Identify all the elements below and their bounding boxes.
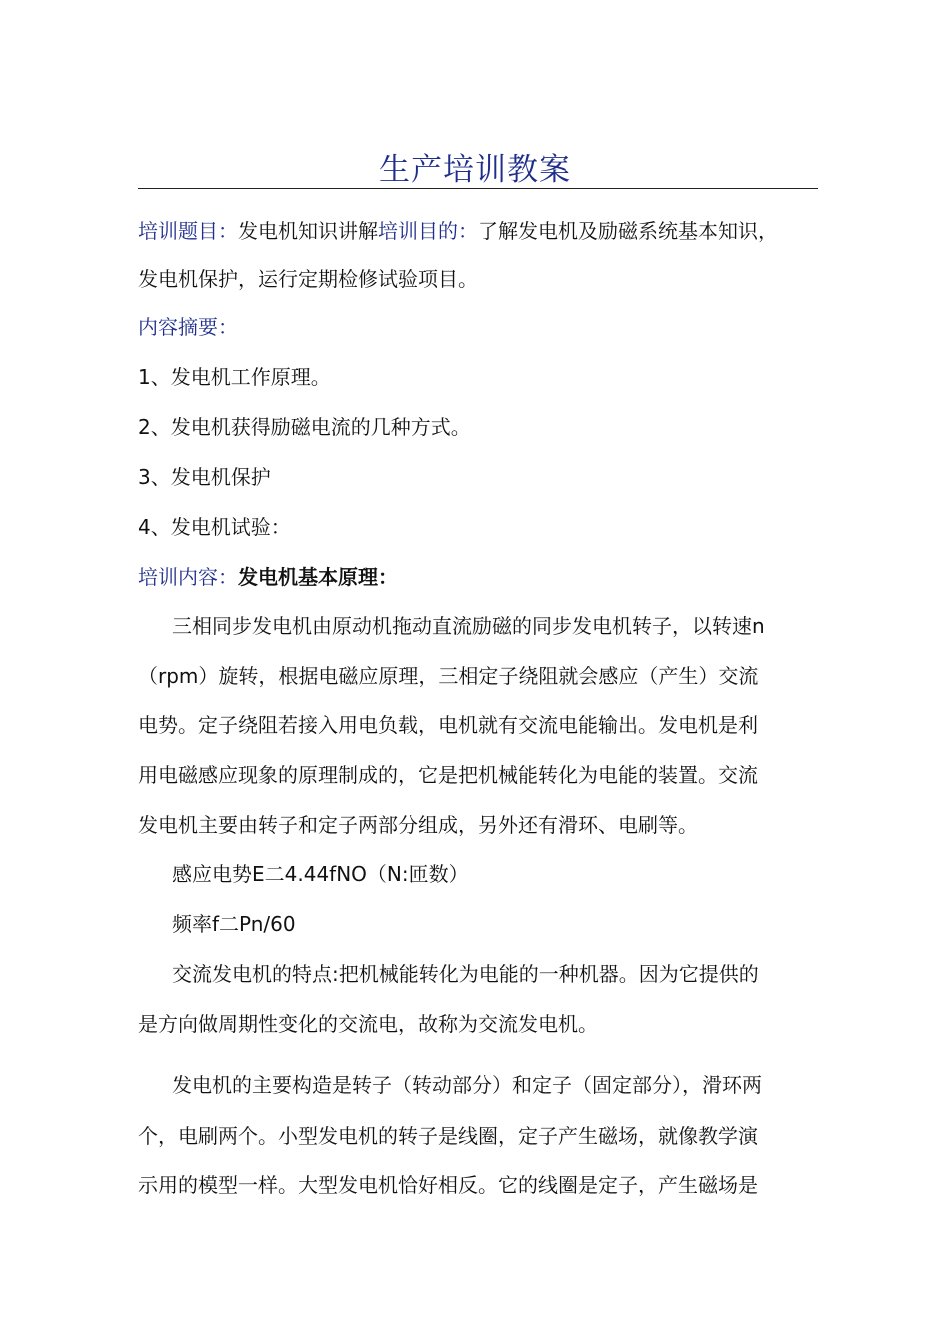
page-title: 生产培训教案 (379, 152, 571, 188)
paragraph-line: 示用的模型一样。大型发电机恰好相反。它的线圈是定子，产生磁场是 (138, 1173, 758, 1197)
paragraph-line: 用电磁感应现象的原理制成的，它是把机械能转化为电能的装置。交流 (138, 763, 758, 787)
summary-item: 4、发电机试验： (138, 515, 291, 539)
content-label: 培训内容： (138, 565, 238, 589)
paragraph-line: 是方向做周期性变化的交流电，故称为交流发电机。 (138, 1012, 598, 1036)
summary-label: 内容摘要： (138, 315, 238, 339)
paragraph-line: 个，电刷两个。小型发电机的转子是线圈，定子产生磁场，就像教学演 (138, 1124, 758, 1148)
paragraph-line: 发电机主要由转子和定子两部分组成，另外还有滑环、电刷等。 (138, 813, 698, 837)
paragraph-line: 发电机的主要构造是转子（转动部分）和定子（固定部分），滑环两 (172, 1073, 762, 1097)
paragraph-line: （rpm）旋转，根据电磁应原理，三相定子绕阻就会感应（产生）交流 (138, 664, 759, 688)
summary-item: 2、发电机获得励磁电流的几种方式。 (138, 415, 471, 439)
formula-emf: 感应电势E二4.44fNO（N:匝数） (172, 862, 469, 886)
goal-line-2: 发电机保护，运行定期检修试验项目。 (138, 267, 478, 291)
summary-item: 1、发电机工作原理。 (138, 365, 331, 389)
topic-line (138, 216, 828, 246)
topic-label: 培训题目： (138, 219, 238, 243)
goal-label: 培训目的： (378, 219, 478, 243)
paragraph-line: 交流发电机的特点:把机械能转化为电能的一种机器。因为它提供的 (172, 962, 759, 986)
content-heading: 发电机基本原理： (238, 565, 398, 589)
paragraph-line: 三相同步发电机由原动机拖动直流励磁的同步发电机转子，以转速n (172, 614, 765, 638)
summary-item: 3、发电机保护 (138, 465, 271, 489)
paragraph-line: 电势。定子绕阻若接入用电负载，电机就有交流电能输出。发电机是利 (138, 713, 758, 737)
topic-value: 发电机知识讲解 (238, 219, 378, 243)
formula-frequency: 频率f二Pn/60 (172, 912, 296, 936)
goal-value: 了解发电机及励磁系统基本知识， (478, 219, 778, 243)
title-divider (138, 188, 818, 189)
content-line (138, 562, 828, 592)
